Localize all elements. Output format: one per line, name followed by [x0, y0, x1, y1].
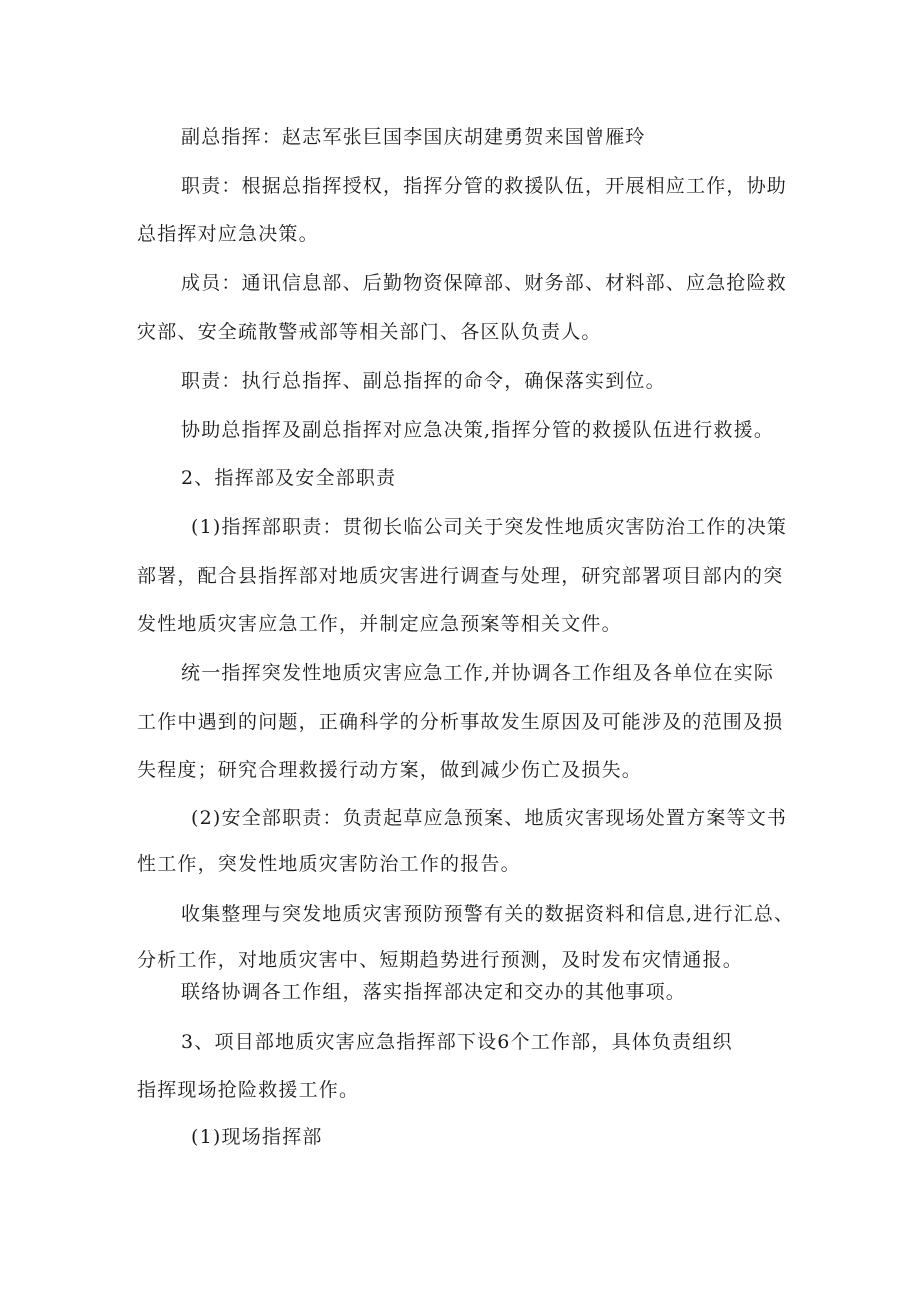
text-line-members-b: 灾部、安全疏散警戒部等相关部门、各区队负责人。 [137, 321, 602, 343]
text-line-liaison: 联络协调各工作组，落实指挥部决定和交办的其他事项。 [181, 981, 687, 1003]
text-line-unified-b: 工作中遇到的问题，正确科学的分析事故发生原因及可能涉及的范围及损 [137, 711, 784, 733]
text-line-members-a: 成员：通讯信息部、后勤物资保障部、财务部、材料部、应急抢险救 [181, 272, 788, 294]
text-line-assist: 协助总指挥及副总指挥对应急决策,指挥分管的救援队伍进行救援。 [181, 419, 775, 441]
section-heading-3a: 3、项目部地质灾害应急指挥部下设6个工作部，具体负责组织 [181, 1031, 733, 1053]
text-line-unified-a: 统一指挥突发性地质灾害应急工作,并协调各工作组及各单位在实际 [181, 662, 775, 684]
text-line-duty-1a: 职责：根据总指挥授权，指挥分管的救援队伍，开展相应工作，协助 [181, 175, 788, 197]
text-line-deputy-commander: 副总指挥：赵志军张巨国李国庆胡建勇贺来国曾雁玲 [181, 126, 646, 148]
text-line-duty-2: 职责：执行总指挥、副总指挥的命令，确保落实到位。 [181, 370, 666, 392]
section-heading-3b: 指挥现场抢险救援工作。 [137, 1079, 360, 1101]
subsection-heading-field-hq: (1)现场指挥部 [191, 1126, 323, 1148]
text-line-collect-b: 分析工作，对地质灾害中、短期趋势进行预测，及时发布灾情通报。 [137, 949, 744, 971]
text-line-unified-c: 失程度；研究合理救援行动方案，做到减少伤亡及损失。 [137, 759, 643, 781]
text-line-hq-duty-a: (1)指挥部职责：贯彻长临公司关于突发性地质灾害防治工作的决策 [191, 516, 788, 538]
text-line-collect-a: 收集整理与突发地质灾害预防预警有关的数据资料和信息,进行汇总、 [181, 903, 795, 925]
text-line-hq-duty-b: 部署，配合县指挥部对地质灾害进行调查与处理，研究部署项目部内的突 [137, 565, 784, 587]
text-line-safety-duty-a: (2)安全部职责：负责起草应急预案、地质灾害现场处置方案等文书 [191, 807, 788, 829]
text-line-duty-1b: 总指挥对应急决策。 [137, 223, 319, 245]
text-line-safety-duty-b: 性工作，突发性地质灾害防治工作的报告。 [137, 853, 521, 875]
section-heading-2: 2、指挥部及安全部职责 [181, 467, 397, 489]
text-line-hq-duty-c: 发性地质灾害应急工作，并制定应急预案等相关文件。 [137, 613, 622, 635]
